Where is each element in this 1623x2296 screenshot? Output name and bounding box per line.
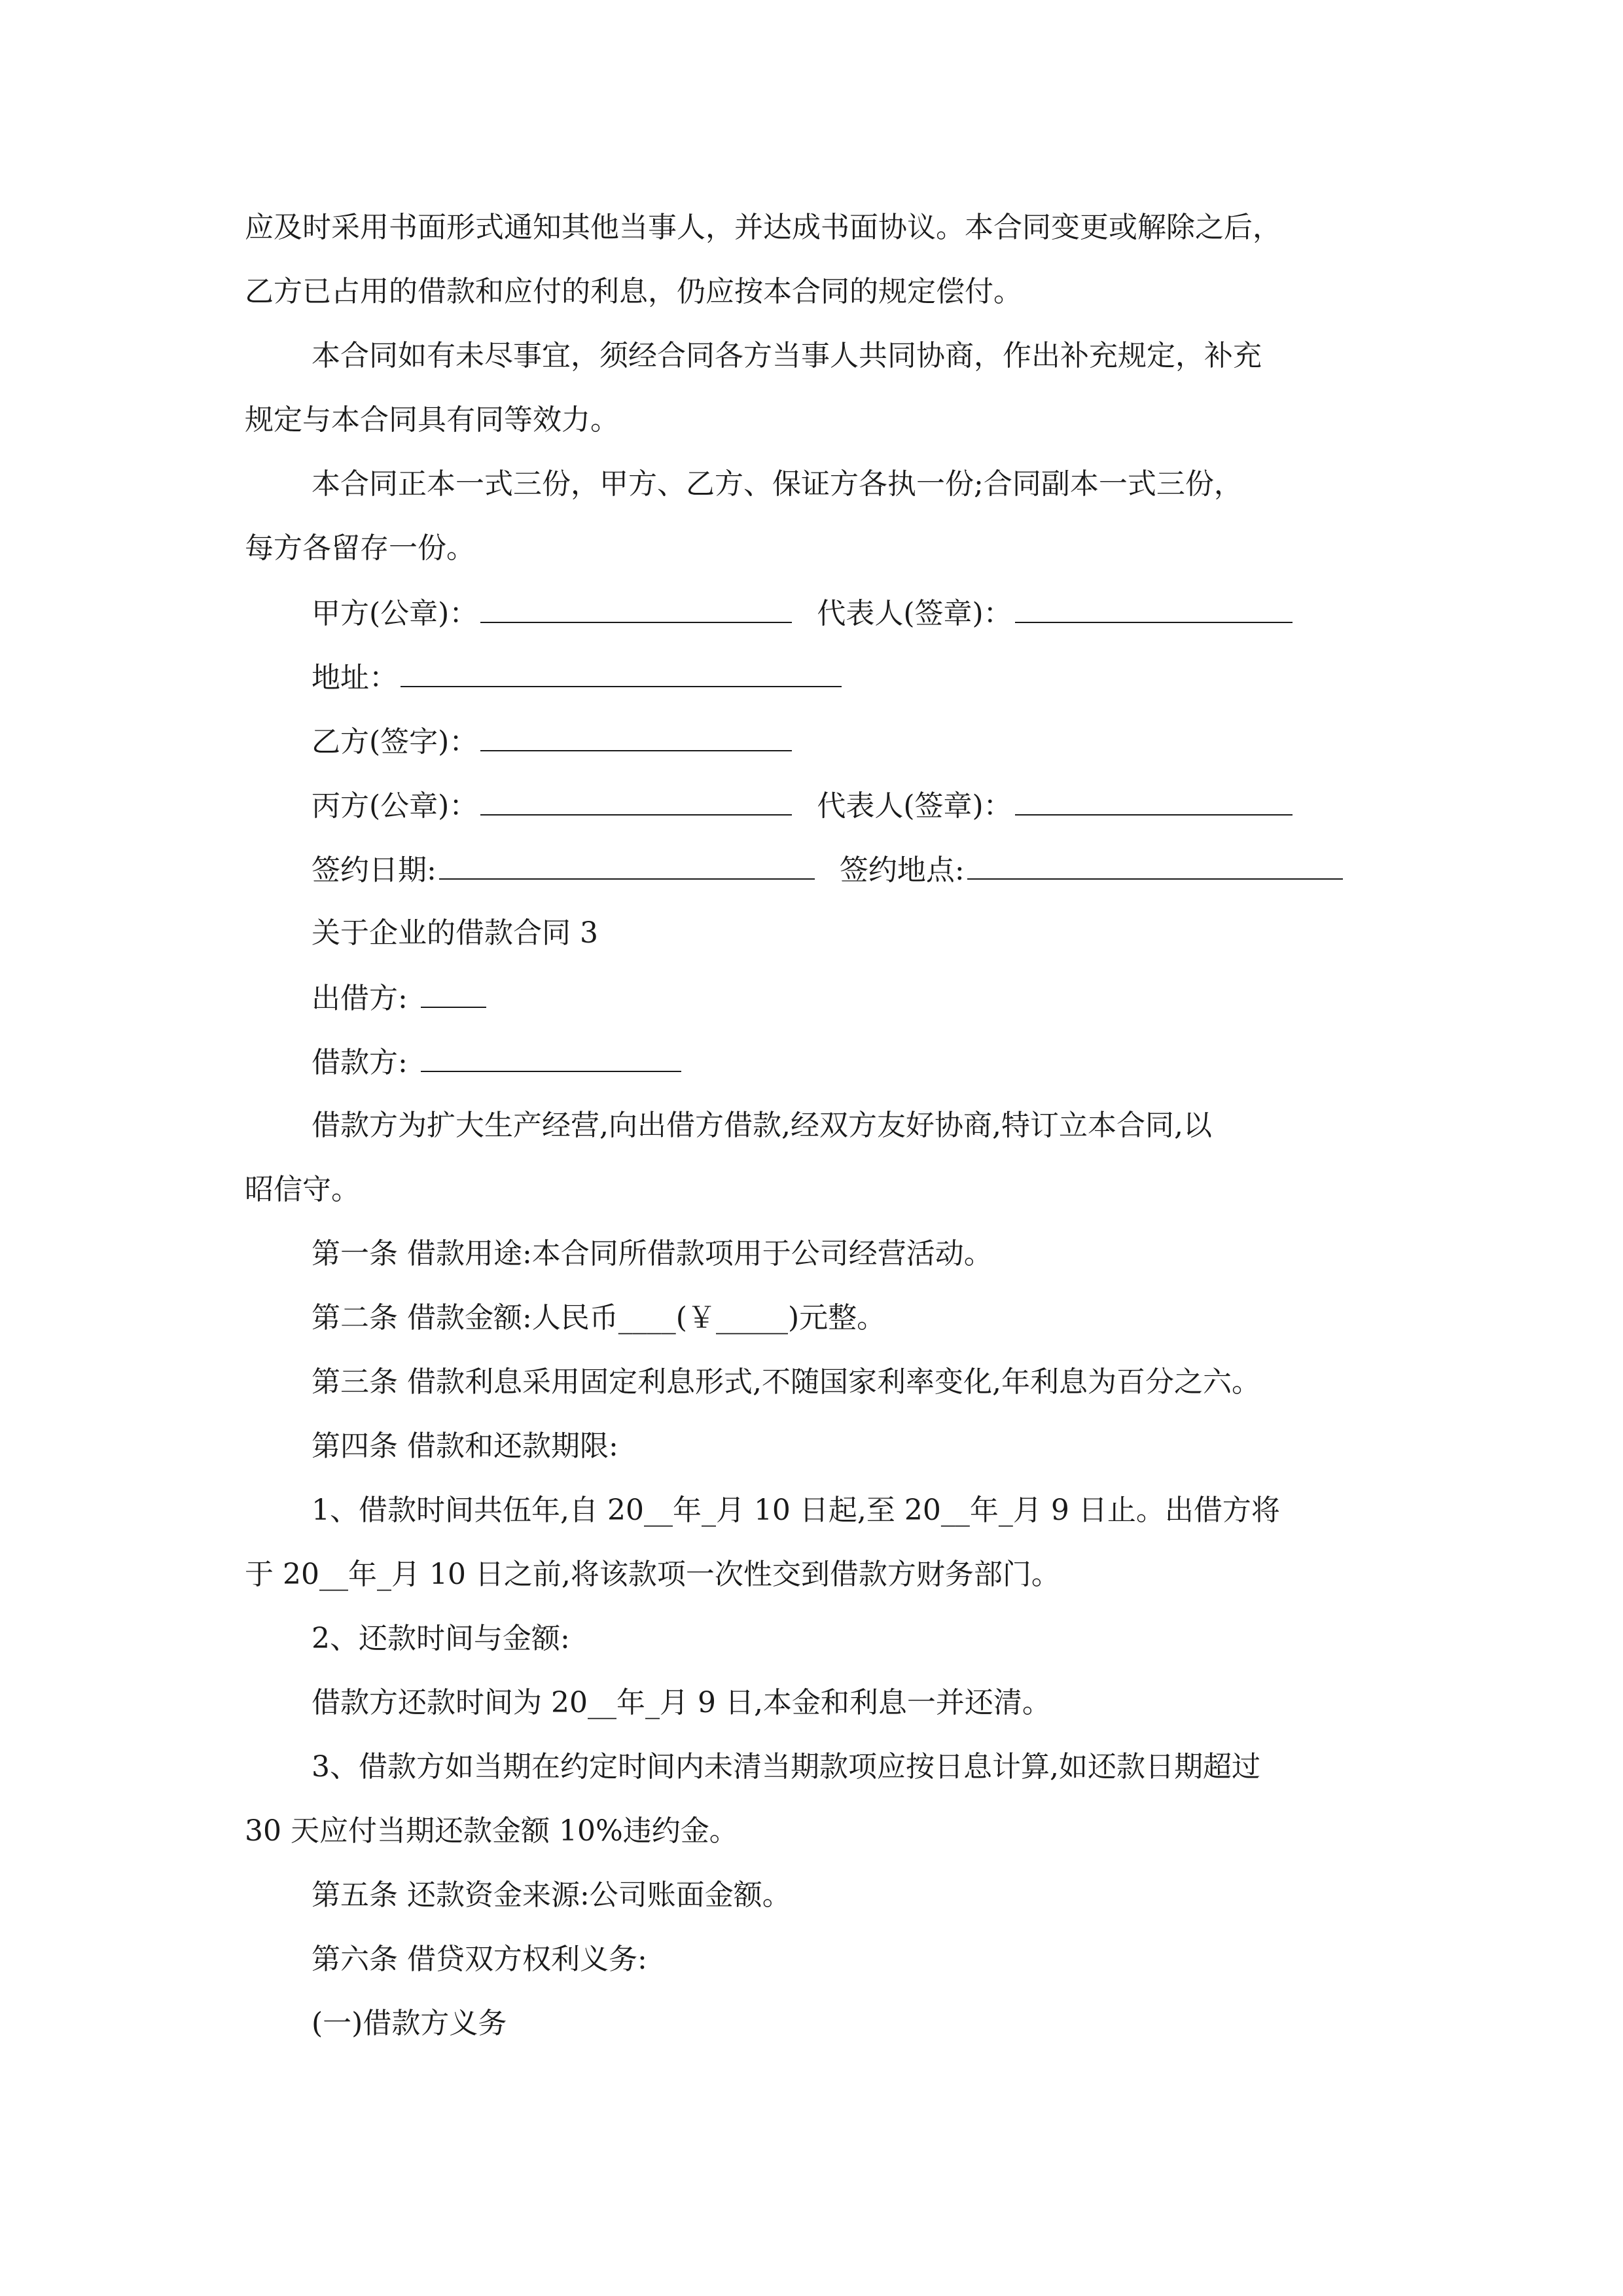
address-label: 地址： bbox=[312, 661, 398, 694]
item-3-line-2: 30 天应付当期还款金额 10%违约金。 bbox=[245, 1814, 738, 1848]
address-row bbox=[312, 657, 844, 696]
party-a-blank[interactable] bbox=[480, 593, 792, 623]
article-1: 第一条 借款用途:本合同所借款项用于公司经营活动。 bbox=[312, 1237, 993, 1270]
article-4: 第四条 借款和还款期限: bbox=[312, 1429, 618, 1463]
borrower-label: 借款方: bbox=[312, 1046, 408, 1079]
article-3: 第三条 借款利息采用固定利息形式,不随国家利率变化,年利息为百分之六。 bbox=[312, 1365, 1260, 1399]
contract-3-title: 关于企业的借款合同 3 bbox=[312, 916, 598, 950]
party-c-row bbox=[312, 785, 1295, 825]
sign-date-row bbox=[312, 850, 1346, 889]
party-b-label: 乙方(签字)： bbox=[312, 725, 478, 759]
item-1-line-1: 1、借款时间共伍年,自 20__年_月 10 日起,至 20__年_月 9 日止。出借方将 bbox=[312, 1494, 1280, 1527]
para-2-line-1: 本合同如有未尽事宜，须经合同各方当事人共同协商，作出补充规定，补充 bbox=[312, 339, 1262, 372]
item-2-detail: 借款方还款时间为 20__年_月 9 日,本金和利息一并还清。 bbox=[312, 1686, 1051, 1719]
para-2-line-2: 规定与本合同具有同等效力。 bbox=[245, 403, 619, 437]
lender-label: 出借方: bbox=[312, 982, 408, 1015]
sign-place-label: 签约地点: bbox=[839, 853, 965, 887]
article-2: 第二条 借款金额:人民币____(￥_____)元整。 bbox=[312, 1301, 886, 1335]
item-3-line-1: 3、借款方如当期在约定时间内未清当期款项应按日息计算,如还款日期超过 bbox=[312, 1750, 1260, 1784]
borrower-row bbox=[312, 1042, 684, 1081]
intro-line-2: 昭信守。 bbox=[245, 1173, 360, 1206]
para-1-line-2: 乙方已占用的借款和应付的利息，仍应按本合同的规定偿付。 bbox=[245, 275, 1022, 308]
para-3-line-1: 本合同正本一式三份，甲方、乙方、保证方各执一份;合同副本一式三份， bbox=[312, 467, 1243, 501]
party-b-blank[interactable] bbox=[480, 721, 792, 751]
party-b-row bbox=[312, 721, 794, 761]
article-5: 第五条 还款资金来源:公司账面金额。 bbox=[312, 1878, 791, 1912]
rep-a-blank[interactable] bbox=[1015, 593, 1293, 623]
lender-row bbox=[312, 978, 489, 1017]
rep-c-label: 代表人(签章)： bbox=[817, 789, 1012, 823]
lender-blank[interactable] bbox=[421, 978, 486, 1008]
sign-date-label: 签约日期: bbox=[312, 853, 437, 887]
item-1-line-2: 于 20__年_月 10 日之前,将该款项一次性交到借款方财务部门。 bbox=[245, 1558, 1060, 1591]
sign-date-blank[interactable] bbox=[439, 850, 815, 880]
para-1-line-1: 应及时采用书面形式通知其他当事人，并达成书面协议。本合同变更或解除之后， bbox=[245, 211, 1281, 244]
rep-a-label: 代表人(签章)： bbox=[817, 597, 1012, 630]
party-c-label: 丙方(公章)： bbox=[312, 789, 478, 823]
sign-place-blank[interactable] bbox=[967, 850, 1343, 880]
sub-section-1: (一)借款方义务 bbox=[312, 2007, 507, 2040]
para-3-line-2: 每方各留存一份。 bbox=[245, 531, 475, 565]
rep-c-blank[interactable] bbox=[1015, 785, 1293, 816]
party-a-row bbox=[312, 593, 1295, 632]
item-2: 2、还款时间与金额: bbox=[312, 1622, 570, 1655]
article-6: 第六条 借贷双方权利义务: bbox=[312, 1943, 647, 1976]
borrower-blank[interactable] bbox=[421, 1042, 681, 1072]
intro-line-1: 借款方为扩大生产经营,向出借方借款,经双方友好协商,特订立本合同,以 bbox=[312, 1109, 1212, 1142]
party-c-blank[interactable] bbox=[480, 785, 792, 816]
party-a-label: 甲方(公章)： bbox=[312, 597, 478, 630]
address-blank[interactable] bbox=[401, 657, 842, 687]
